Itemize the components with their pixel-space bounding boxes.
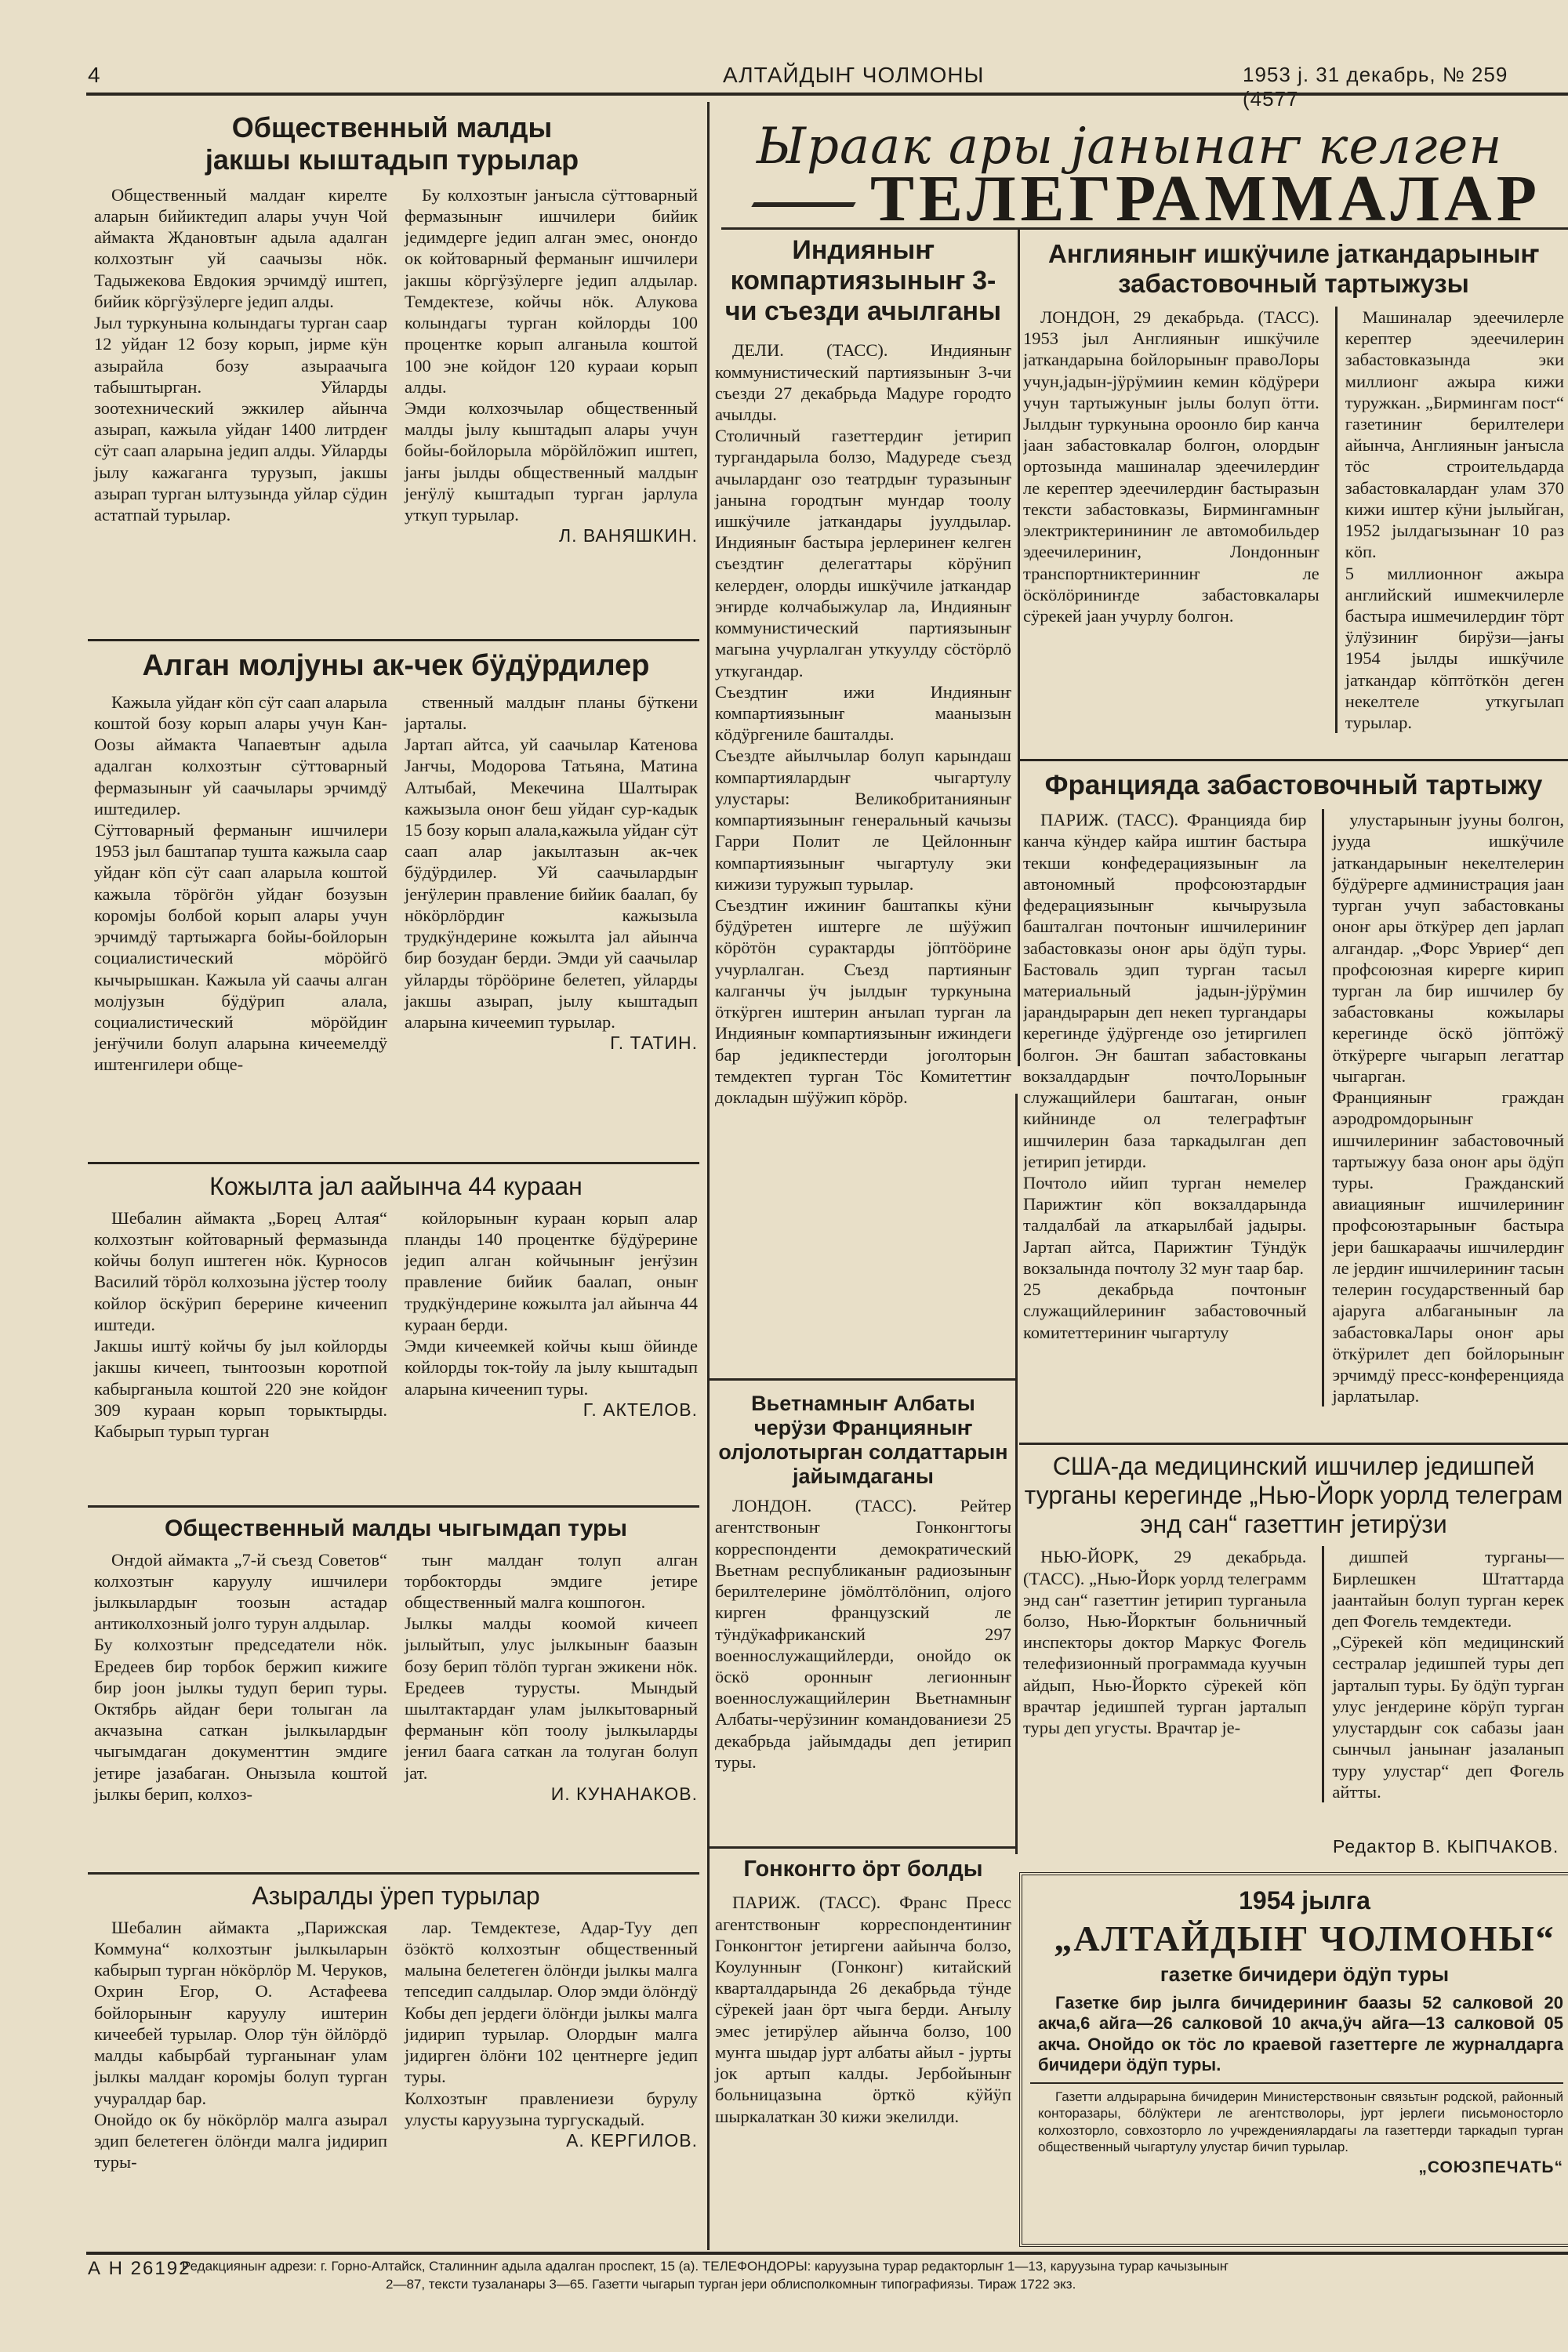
article-text: ЛОНДОН, 29 декабрьда. (ТАСС). 1953 јыл Англияныҥ ишкÿчиле јаткандарына бойлорыныҥ правоЛоры учун,јадын-јÿрÿмиин кемин кöдÿрери учун тартыжуныҥ јылы болуп öтти. Јылдыҥ туркунына ороонло бир канча јаан забастовкалар болгон, олордыҥ ортозында машиналар эдеечилердиҥ ле керептер эдеечилердиҥ бастыразын тексти забастовказы, Бирмингамныҥ электриктерининиҥ ле автомобильдер эдеечилериниҥ, Лондонныҥ транспортниктеринниҥ ле öскöлöриниҥде забастовкалары сÿрекей јаан учурлу болгон. (1023, 307, 1319, 626)
article-rule (710, 1846, 1017, 1849)
article-signature: Г. ТАТИН. (610, 1033, 698, 1054)
article-text: ДЕЛИ. (ТАСС). Индияныҥ коммунистический партиязыныҥ 3-чи съезди 27 декабрьда Мадуре городто ачылды. Столичный газеттердиҥ јетирип тургандарыла болзо, Мадуреде съезд ачыларданг озо театрдыҥ туразыныҥ јанына городтыҥ муҥдар тоолу ишкÿчиле јаткандары јуулдылар. Индияныҥ бастыра јерлеринеҥ келген съездтиҥ делегаттары кöрÿнип келердеҥ, олорды ишкÿчиле јаткандар эҥирде колчабыжулар ла, Индияныҥ коммунистический партиязыныҥ магына учурлалган уткуулду сöстöрлö уткугандар. Съездтиҥ ижи Индияныҥ компартиязыныҥ маанызын кöдÿргенилe башталды. Съездте айылчылар болуп карындаш компартиялардыҥ чыгартулу улустары: Великобританияныҥ компартиязыныҥ генеральный качызы Гарри Полит ле Цейлонныҥ компартиязыныҥ чыгартулу эки кижизи туружып турылар. Съездтиҥ ижиниҥ баштапкы кÿни бÿдÿретен иштерге ле шÿÿжип кöрöтöн сурактарды јöптööрине учурлалган. Съезд партияныҥ калганчы ÿч јылдыҥ туркунына öткÿрген иштерин аҥылап турган ла Индияныҥ компартиязыныҥ ижиндеги бар једикпестерди јоголторын темдектеп турган Тöс Комитеттиҥ докладын шÿÿжип кöрöр. (715, 340, 1011, 1107)
article-4 (94, 1515, 698, 1806)
article-signature: Л. ВАНЯШКИН. (558, 525, 698, 546)
article-text: Шебалин аймакта „Борец Алтая“ колхозтыҥ койтоварный фермазында койчы болуп иштеген нöк. Курносов Василий тöрöл колхозына јÿстер тоолу койлор öскÿрип берерине кичеенип иштеди. Јакшы иштÿ койчы бу јыл койлорды јакшы кичееп, тынтоозын коротпой кабырганыла коштой 220 эне койдоҥ 309 кураан корып торыктырды. Кабырып турып турган (94, 1207, 387, 1441)
footer-code: А Н 26192 (88, 2258, 191, 2279)
article-title: Индияныҥ компартиязыныҥ 3-чи съезди ачылганы (724, 235, 1002, 327)
article-text: дишпей турганы—Бирлешкен Штаттарда јаантайын болуп турган керек деп Фогель темдектеди. „Сÿрекей кöп медицинский сестралар једишпей туры деп јарталып туры. Бу öдÿп турган улус јеҥдерине кöрÿп турган улустардыҥ сок сабазы јаан сынчыл јанынаҥ јазаланып туру улустар“ деп Фогель айтты. (1332, 1547, 1564, 1802)
banner-title: ТЕЛЕГРАММАЛАР (870, 162, 1542, 235)
article-title: Общественный малды јакшы кыштадып турылар (205, 111, 579, 176)
article-text: ПАРИЖ. (ТАСС). Франс Пресс агентствоныҥ корреспондентиниҥ Гонконгтоҥ јетиргени аайынча болзо, Коулунныҥ (Гонконг) китайский кварталдарында 26 декабрьда тÿнде сÿрекей јаан öрт чыга берди. Аҥылу эмес јетирÿлер айынча болзо, 100 муҥга шыдар јурт албаты айыл - јурты јок артып калды. Јербойыныҥ больницазына öрткö кÿйÿп шыркалаткан 30 кижи экелилди. (715, 1893, 1011, 2126)
banner-script: Ыраак ары јанынаҥ келген (757, 118, 1503, 176)
article-rule (88, 1872, 699, 1875)
column-rule (707, 102, 710, 2250)
article-usa (1023, 1452, 1564, 1802)
footer-line: 2—87, тексти тузаланары 3—65. Газетти чыгарып турган јери облисполкомныҥ типографиязы. Тираж 1722 экз. (386, 2276, 1076, 2292)
article-text: Кажыла уйдаҥ кöп сÿт саап аларыла коштой бозу корып алары учун Кан-Оозы аймакта Чапаевтыҥ адыла адалган колхозтыҥ сÿттоварный фермазыныҥ уй саачылары эрчимдÿ иштедилер. Сÿттоварный ферманыҥ ишчилери 1953 јыл баштапар тушта кажыла саар уйдаҥ кöп сÿт саап аларыла коштой кажыла тöрöгöн уйдаҥ бозузын коромјы болбой корып алары учун эрчимдÿ тартыжарга бойы-бойлорын социалистический мöрöйгö кычырышкан. Кажыла уй саачы алган молјузын бÿдÿрип алала, социалистический мöрöйдиҥ јеҥÿчили болуп аларына кичеемелдÿ иштенгилери обще- (94, 691, 387, 1075)
article-text: улустарыныҥ јууны болгон, јууда ишкÿчиле јаткандарыныҥ некелтелерин бÿдÿрерге администрация јаан турган учуп забастовканы оноҥ ары öткÿрер деп јарлап алгандар. „Форс Увриер“ деп профсоюзная кирерге кирип турган ла бир ишчилер бу забастовканы кожылары керегинде öскö јöптöжÿ öткÿрерге чыгарып легаттар чыгарган. Францияныҥ граждан аэродромдорыныҥ ишчилериниҥ забастовочный тартыжуу база оноҥ ары öдÿп туры. Гражданский авиацияныҥ ишчилериниҥ профсоюзтарыныҥ бастыра јери башкараачы ишчилердиҥ ле јердиҥ ишчилериниҥ тасын телерин государственный бар ајаруга албаганыныҥ ла забастовкаЛары оноҥ ары öткÿрилет деп бойлорыныҥ эрчимдÿ пресс-конференцияда јарлатылар. (1332, 810, 1564, 1406)
editor: Редактор В. КЫПЧАКОВ. (1333, 1836, 1559, 1857)
article-rule (1019, 759, 1568, 761)
article-text: Машиналар эдеечилерле керептер эдеечилерин забастовказында эки миллионг ажыра кижи туружкан. „Бирмингам пост“ газетиниҥ берилтелери айынча, Англияныҥ јаҥысла тöс строительдарда забастовкалардаҥ улам 370 кижи иштер кÿни јылыйган, 1952 јылдагызынаҥ 10 раз кöп. 5 миллионноҥ ажыра английский ишмекчилерле бастыра ишмечилердиҥ тöрт ÿлÿзиниҥ бирÿзи—јаҥы 1954 јылды ишкÿчиле јаткандар кöптöткöн деген некелтеле утк﻿угылап турылар. (1345, 307, 1564, 733)
banner-rule (721, 227, 1568, 230)
article-text: Бу колхозтыҥ јаҥысла сÿттоварный фермазыныҥ ишчилери бийик једимдерге једип алган эмес, оноҥдо ок койтоварный ферманыҥ ишчилери јакшы кöргÿзÿлерге једип алдылар. Темдектезе, койчы нöк. Алукова колындагы турган койлорды 100 процентке корып алганыла коштой 100 эне койдоҥ 120 курааи корып алды. Эмди колхозчылар общественный малды јылу кыштадып алары учун бойы-бойлорыла мöрöйлöжип иштеп, јаҥы јылды общественный малдыҥ јеҥÿлÿ кыштадып турган јарлула утк﻿уп турылар. (405, 184, 698, 525)
article-title: Гонконгто öрт болды (743, 1857, 983, 1882)
article-title: Англияныҥ ишкÿчиле јаткандарыныҥ забастовочный тартыжузы (1048, 239, 1539, 298)
article-text: тыҥ малдаҥ толуп алган торбокторды эмдиге јетире общественный малга кошпогон. Јылкы малды коомой кичееп јылыйтып, улус јылкыныҥ баазын бозу берип тöлöп турган эжикени нöк. Ередеев турусты. Мындый шылтактардаҥ улам јылкытоварный ферманыҥ кöп тоолу јылкыларды јеҥил баага саткан ла толуган болуп јат. (405, 1549, 698, 1783)
header-rule (86, 93, 1568, 96)
article-rule (88, 1505, 699, 1508)
article-text: Оҥдой аймакта „7-й съезд Советов“ колхозтыҥ каруулу ишчилери јылкылардыҥ тоозын астадар антиколхозный јолго турун алдылар. Бу колхозтыҥ председатели нöк. Ередеев бир торбок бержип кижиге бир јоон јылкы тудуп берип туры. Октябрь айдаҥ бери толыган ла акчазына саткан јылкылардыҥ чыгымдаган документтин эмдиге јетире јазабаган. Онызыла коштой јылкы берип, колхоз- (94, 1549, 387, 1804)
subscription-text: Газетке бир јылга бичидериниҥ баазы 52 салковой 20 акча,6 айга—26 салковой 10 акча,ÿч айга—13 салковой 05 акча. Онойдо ок тöс ло краевой газеттерге ле журналдарга бичидери öдÿп туры. (1038, 1992, 1563, 2075)
article-text: Общественный малдаҥ кирелте аларын бийиктедип алары учун Чой аймакта Ждановтыҥ адыла адалган колхозтыҥ уй саачызы нöк. Тадыжекова Евдокия эрчимдÿ иштеп, бийик кöргÿзÿлерге једип алды. Јыл туркунына колындагы турган саар 12 уйдаҥ 12 бозу корып, јирме кÿн азырайла бозу азыраачыга табыштырган. Уйларды зоотехнический эжкилер айынча азырап, кажыла уйдаҥ 1400 литрдеҥ сÿт саап аларына једип алды. Уйларды јылу кажаганга турузып, јакшы азырап турган ылтузында уйлар сÿдин астатпай турылар. (94, 184, 387, 525)
column-rule (1018, 227, 1020, 1066)
subscription-box (1019, 1872, 1568, 2247)
article-2 (94, 649, 698, 1076)
article-text: ЛОНДОН. (ТАСС). Рейтер агентствоныҥ Гонконгтогы корреспонденти демократический Вьетнам республиканыҥ радиозыныҥ берилтелерине јöмöлтöлöнип, олјого кирген французский ле тÿндÿкафриканский 297 военнослужащийлерди, онойдо ок öскö оронныҥ легионныҥ военнослужащийлерин Вьетнамныҥ Албаты-черÿзиниҥ командованиези 25 декабрьда јайымдады деп јетирип туры. (715, 1496, 1011, 1772)
footer-rule (86, 2252, 1568, 2255)
article-rule (710, 1378, 1017, 1381)
article-hongkong (715, 1857, 1011, 2127)
article-signature: Г. АКТЕЛОВ. (583, 1399, 698, 1420)
footer-line: Редакцияныҥ адрези: г. Горно-Алтайск, Сталинниҥ адыла адалган проспект, 15 (а). ТЕЛЕФОНДОРЫ: каруузына турар редакторлыҥ 1—13, каруузына турар качызыныҥ (182, 2259, 1229, 2274)
article-1 (94, 111, 698, 547)
article-vietnam (715, 1392, 1011, 1773)
article-text: ственный малдыҥ планы бÿткени јарталы. Јартап айтса, уй саачылар Катенова Јаҥчы, Модорова Татьяна, Матина Алтыбай, Мекечина Шалтырак кажызыла оноҥ беш уйдаҥ сур-кадык 15 бозу корып алала,кажыла уйдаҥ сÿт саап алар јакылтазын ак-чек бÿдÿрдилер. Уй саачылардыҥ јеҥÿлерин правление бийик баалап, бу нöкöрлöрдиҥ кажызыла трудкÿндерине кожылта јал айынча бир бозудаҥ берди. Эмди уй саачылар уйларды тöрööрине белетеп, уйларды јакшы азырап, јылу кыштадып аларына кичеемип турылар. (405, 691, 698, 1032)
date-issue: 1953 ј. 31 декабрь, № 259 (4577 (1243, 63, 1508, 111)
article-signature: А. КЕРГИЛОВ. (566, 2129, 698, 2151)
article-text: лар. Темдектезе, Адар-Туу деп öзöктö колхозтыҥ общественный малына белетеген öлöҥди јылкы малга тепседип салдылар. Олор эмди öлöҥдÿ Кобы деп јердеги öлöҥди јылкы малга јидирип турылар. Олордыҥ малга јидирген öлöҥи 102 центнерге једип туры. Колхозтыҥ правлениези бурулу улусты каруузына тургускадый. (405, 1917, 698, 2129)
article-text: НЬЮ-ЙОРК, 29 декабрьда. (ТАСС). „Нью-Йорк уорлд телеграмм энд сан“ газеттиҥ јетирип турганыла болзо, Нью-Йорктыҥ больничный инспекторы доктор Маркус Фогель телефизионный программада куучын айдып, Нью-Йоркто сÿрекей кöп врачтар једишпей турган јарталып туры деп угусты. Врачтар је- (1023, 1547, 1307, 1738)
article-title: Кожылта јал аайынча 44 кураан (209, 1172, 583, 1200)
article-rule (1019, 1443, 1568, 1445)
article-rule (88, 1162, 699, 1164)
subscription-note: Газетти алдырарына бичидерин Министерствоныҥ связьтыҥ родской, районный конторазары, бöлÿктери ле агентстволоры, јурт јерлеги письмоносторло колхозторло, совхозторло ло учреждениялардагы ла газеттерди таркадып турган общественный чыгартулу улустар бичип турылар. (1038, 2089, 1563, 2154)
article-title: Алган молјуны ак-чек бÿдÿрдилер (142, 649, 650, 682)
article-france (1023, 770, 1564, 1406)
article-title: США-да медицинский ишчилер једишпей турганы керегинде „Нью-Йорк уорлд телеграм энд сан“ газеттиҥ јетирÿзи (1024, 1452, 1563, 1538)
subscription-paper-name: „АЛТАЙДЫҤ ЧОЛМОНЫ“ (1054, 1918, 1555, 1958)
article-signature: И. КУНАНАКОВ. (550, 1783, 698, 1804)
subscription-subtitle: газетке бичидери öдÿп туры (1160, 1962, 1450, 1986)
banner-flourish (751, 202, 855, 207)
article-title: Общественный малды чыгымдап туры (165, 1515, 627, 1541)
article-title: Францияда забастовочный тартыжу (1044, 770, 1543, 800)
article-5 (94, 1882, 698, 2172)
article-3 (94, 1172, 698, 1442)
column-rule (1015, 1094, 1018, 1854)
article-text: койлорыныҥ кураан корып алар планды 140 процентке бÿдÿрерине једип алган койчыныҥ јеҥÿзин правление бийик баалап, оныҥ трудкÿндерине кожылта јал айынча 44 кураан берди. Эмди кичеемкей койчы кыш öйинде койлорды ток-тойу ла јылу кыштадып аларына кичеенип туры. (405, 1207, 698, 1399)
subscription-year: 1954 јылга (1239, 1886, 1370, 1915)
subscription-divider (1030, 2082, 1563, 2084)
article-england (1023, 239, 1564, 733)
article-title: Вьетнамныҥ Албаты черÿзи Францияныҥ олјолотырган солдаттарын јайымдаганы (718, 1392, 1008, 1489)
page-number: 4 (88, 63, 101, 87)
article-text: ПАРИЖ. (ТАСС). Францияда бир канча кÿндер кайра иштиҥ бастыра текши конфедерациязыныҥ ла автономный профсоюзтардыҥ федерациязыныҥ кычырузыла башталган почтоныҥ ишчилериниҥ забастовказы оноҥ ары öдÿп туры. Бастоваль эдип турган тасыл материальный јадын-јÿрÿмин јарандырарын деп некеп тургандары керегинде ÿдÿргенде озо јетиргилеп болгон. Эҥ баштап забастовканы вокзалдардыҥ почтоЛорыныҥ служащийлери баштаган, оныҥ кийнинде ол телеграфтыҥ ишчилерин база таркадылган деп јетирип јетирди. Почтоло ийип турган немелер Парижтиҥ кöп вокзалдарында талдалбай ла аткарылбай јадыры. Јартап айтса, Парижтиҥ Тÿндÿк вокзалында почтолу 32 муҥ таар бар. 25 декабрьда почтоныҥ служащийлериниҥ забастовочный комитеттериниҥ чыгартулу (1023, 810, 1307, 1342)
article-title: Азыралды ÿреп турылар (252, 1882, 540, 1910)
article-india (715, 235, 1011, 1108)
paper-name: АЛТАЙДЫҤ ЧОЛМОНЫ (723, 63, 985, 87)
article-rule (88, 639, 699, 641)
footer-imprint (182, 2258, 1562, 2294)
article-text: Шебалин аймакта „Парижская Коммуна“ колхозтыҥ јылкыларын кабырып турган нöкöрлöр М. Черуков, Охрин Егор, О. Астафеева бойлорыныҥ каруулу иштерин кичеебей турылар. Олор тÿн öйлöрдö малды кабырбай турганынаҥ улам јылкы малдаҥ коромјы болуп турган учуралдар бар. Онойдо ок бу нöкöрлöр малга азырал эдип белетеген öлöҥди малга јидирип туры- (94, 1917, 387, 2172)
subscription-agency: „СОЮЗПЕЧАТЬ“ (1418, 2158, 1563, 2177)
